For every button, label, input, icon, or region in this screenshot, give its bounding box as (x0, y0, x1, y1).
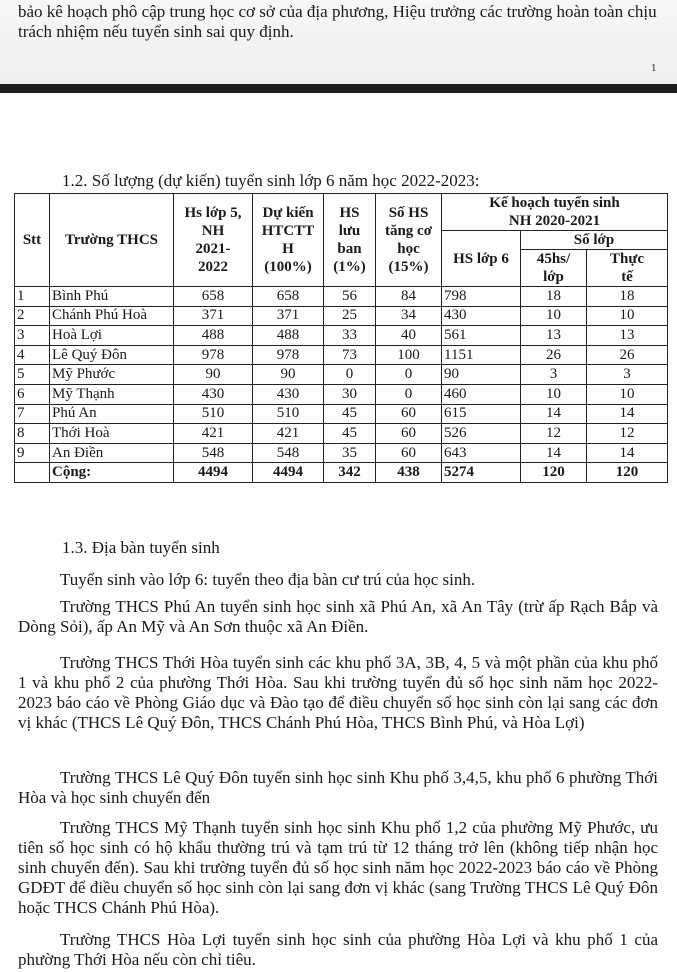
paragraph-hoa-loi: Trường THCS Hòa Lợi tuyển sinh học sinh của phường Hòa Lợi và khu phố 1 của phường Thới Hòa nếu còn chỉ tiêu. (18, 930, 658, 969)
table-row: 5 Mỹ Phước 90 90 0 0 90 3 3 (15, 365, 668, 385)
header-forecast: Dự kiến HTCTT H (100%) (253, 194, 324, 287)
table-row: 2 Chánh Phú Hoà 371 371 25 34 430 10 10 (15, 306, 668, 326)
header-num-classes: Số lớp (521, 231, 668, 250)
header-actual: Thực tế (587, 250, 668, 287)
table-header (15, 194, 668, 287)
page-number: 1 (651, 62, 657, 74)
header-stt: Stt (15, 194, 50, 287)
header-hs-grade6: HS lớp 6 (442, 231, 521, 287)
table-body (15, 287, 668, 483)
paragraph-my-thanh: Trường THCS Mỹ Thạnh tuyển sinh học sinh Khu phố 1,2 của phường Mỹ Phước, ưu tiên số học sinh có hộ khẩu thường trú và tạm trú từ 12 tháng trở lên (không tiếp nhận học sinh chuyển đến). Sau khi trường tuyển đủ số học sinh năm học 2022-2023 báo cáo về Phòng GDĐT để điều chuyển số học sinh còn lại sang đơn vị khác (sang Trường THCS Lê Quý Đôn hoặc THCS Chánh Phú Hòa). (18, 818, 658, 917)
enrollment-table (14, 193, 668, 483)
previous-page-fragment (0, 0, 677, 84)
page-divider (0, 84, 677, 93)
total-label: Cộng: (50, 463, 174, 483)
paragraph-residence-rule: Tuyển sinh vào lớp 6: tuyển theo địa bàn cư trú của học sinh. (60, 570, 476, 589)
header-school: Trường THCS (50, 194, 174, 287)
table-row: 3 Hoà Lợi 488 488 33 40 561 13 13 (15, 326, 668, 346)
section-1-3-title: 1.3. Địa bàn tuyển sinh (62, 538, 220, 557)
header-increase: Số HS tăng cơ học (15%) (376, 194, 442, 287)
section-1-2-title: 1.2. Số lượng (dự kiến) tuyển sinh lớp 6 năm học 2022-2023: (62, 171, 480, 190)
header-per45: 45hs/ lớp (521, 250, 587, 287)
header-grade5: Hs lớp 5, NH 2021- 2022 (174, 194, 253, 287)
previous-page-text: bảo kê hoạch phô cập trung học cơ sở của địa phương, Hiệu trưởng các trường hoàn toàn chịu trách nhiệm nếu tuyển sinh sai quy định. (18, 2, 657, 41)
table-row: 6 Mỹ Thạnh 430 430 30 0 460 10 10 (15, 384, 668, 404)
paragraph-thoi-hoa: Trường THCS Thới Hòa tuyển sinh các khu phố 3A, 3B, 4, 5 và một phần của khu phố 1 và khu phố 2 của phường Thới Hòa. Sau khi trường tuyển đủ số học sinh năm học 2022-2023 báo cáo về Phòng Giáo dục và Đào tạo để điều chuyển số học sinh còn lại sang các đơn vị khác (THCS Lê Quý Đôn, THCS Chánh Phú Hòa, THCS Bình Phú, và Hòa Lợi) (18, 653, 658, 732)
table-row: 1 Bình Phú 658 658 56 84 798 18 18 (15, 287, 668, 307)
header-plan: Kế hoạch tuyển sinh NH 2020-2021 (442, 194, 668, 231)
paragraph-le-quy-don: Trường THCS Lê Quý Đôn tuyển sinh học sinh Khu phố 3,4,5, khu phố 6 phường Thới Hòa và học sinh chuyển đến (18, 768, 658, 807)
table-total-row: Cộng: 4494 4494 342 438 5274 120 120 (15, 463, 668, 483)
table-row: 9 An Điền 548 548 35 60 643 14 14 (15, 443, 668, 463)
table-row: 8 Thới Hoà 421 421 45 60 526 12 12 (15, 424, 668, 444)
header-retained: HS lưu ban (1%) (324, 194, 376, 287)
table-row: 4 Lê Quý Đôn 978 978 73 100 1151 26 26 (15, 345, 668, 365)
paragraph-phu-an: Trường THCS Phú An tuyển sinh học sinh xã Phú An, xã An Tây (trừ ấp Rạch Bắp và Dòng Sỏi), ấp An Mỹ và An Sơn thuộc xã An Điền. (18, 597, 658, 636)
table-row: 7 Phú An 510 510 45 60 615 14 14 (15, 404, 668, 424)
